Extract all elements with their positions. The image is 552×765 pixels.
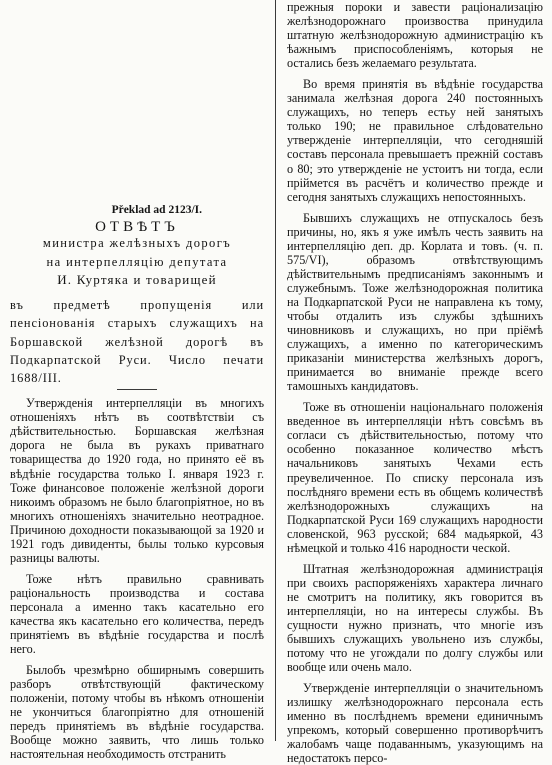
- subject-line: въ предметѣ пропущенія или пенсіонованія старыхъ служащихъ на Боршавской желѣзной дорогѣ въ Подкарпатской Руси. Число печати 1688/III.: [10, 298, 264, 386]
- paragraph: Утвержденіе интерпелляціи о значительномъ излишку желѣзнодорожнаго персонала есть именно въ послѣднемъ времени единичнымъ упрекомъ, который совершенно противорѣчитъ жалобамъ чаще подаваннымъ, указующимъ на недостатокъ персо-: [287, 681, 543, 765]
- paragraph: Тоже въ отношеніи національнаго положенія введенное въ интерпелляціи нѣтъ совсѣмъ въ согласи съ дѣйствительностью, потому что особенно показанное количество мѣстъ начальниковъ занятыхъ Чехами есть преувеличенное. По списку персонала изъ послѣдняго времени есть въ общемъ количествѣ желѣзнодорожныхъ служащихъ на Подкарпатской Руси 169 служащихъ народности словенской, 963 русской; 684 мадьяркой, 43 нѣмецкой и только 416 народности ческой.: [287, 400, 543, 555]
- paragraph: прежныя пороки и завести раціонализацію желѣзнодорожнаго произвоства принудила штатную желѣзнодорожную администрацію къ ѣажнымъ приспособленіямъ, которыя не остались безъ желаемаго результата.: [287, 0, 543, 71]
- paragraph: Штатная желѣзнодорожная администрація при своихъ распоряженіяхъ характера личнаго не смотритъ на политику, якъ говорится въ интерпелляціи, но на интересы службы. Въ сущности нужно признать, что многіе изъ бывшихъ служащихъ увольнено изъ службы, потому что не угождали по долгу службы или вообще или очень мало.: [287, 561, 543, 675]
- paragraph: Утвержденія интерпелляціи въ многихъ отношеніяхъ нѣтъ въ соотвѣтствіи съ дѣйствительностью. Боршавская желѣзная дорога не была въ рукахъ приватнаго товарищества до 1920 года, но принято её въ вѣдѣніе государства только I. января 1923 г. Тоже финансовое положеніе желѣзной дороги никоимъ образомъ не было благопріятное, но въ многихъ отношеніяхъ значительно неотрадное. Причиною доходности показывающой за 1920 и 1921 годъ дивиденты, былы только курсовыя разницы валюты.: [10, 396, 264, 565]
- right-column: [287, 0, 543, 765]
- paragraph: Во время принятія въ вѣдѣніе государства занимала желѣзная дорога 240 постоянныхъ служащихъ, но теперъ естьу ней занятыхъ только 190; не правильное слѣдовательно утвержденіе интерпелляціи, что сегодняшій составъ персонала превышаетъ прежній составъ о 80; это утвержденіе не устоитъ ни тогда, если пріймется въ расчётъ и количество прежде и сегодня занятыхъ служащихъ непостоянныхъ.: [287, 77, 543, 204]
- paragraph: Былобъ чрезмѣрно обширнымъ совершить разборъ отвѣтствующій фактическому положеніи, потому чтобы въ нѣкомъ отношеніи не укончиться благопріятно для отношеній передъ принятіемъ въ вѣдѣніе государства. Вообще можно заявить, что лишь только настоятельная необходимость отстранить: [10, 663, 264, 762]
- paragraph: Бывшихъ служащихъ не отпускалось безъ причины, но, якъ я уже имѣлъ честь заявить на интерпелляцію деп. др. Корлата и товъ. (ч. п. 575/VI), образомъ отвѣтствующимъ дѣйствительнымъ предписаніямъ законнымъ и служебнымъ. Тоже желѣзнодорожная политика на Подкарпатской Руси не направлена къ тому, чтобы отдалить изъ службы здѣшнихъ чиновниковъ и служащихъ, но при пріёмѣ служащихъ, а именно по категорическимъ приказаніи министерства желѣзныхъ дорогъ, принимается во вниманіе прежде всего тамошныхъ кандидатовъ.: [287, 210, 543, 394]
- reference-number: Překlad ad 2123/I.: [111, 204, 202, 216]
- title-line-interpellation: на интерпелляцію депутата: [46, 254, 228, 269]
- title-line-deputy: И. Куртяка и товарищей: [57, 272, 217, 288]
- column-divider: [275, 0, 276, 741]
- section-rule: [117, 389, 157, 390]
- title-line-minister: министра желѣзныхъ дорогъ: [42, 236, 232, 251]
- paragraph: Тоже нѣтъ правильно сравнивать раціональность производства и состава персонала а именно такъ касательно его качества якъ касательно его количества, передъ принятіемъ въ вѣдѣніе государства и послѣ него.: [10, 571, 264, 657]
- document-title: ОТВѢТЪ: [95, 219, 179, 236]
- left-column: [10, 0, 264, 762]
